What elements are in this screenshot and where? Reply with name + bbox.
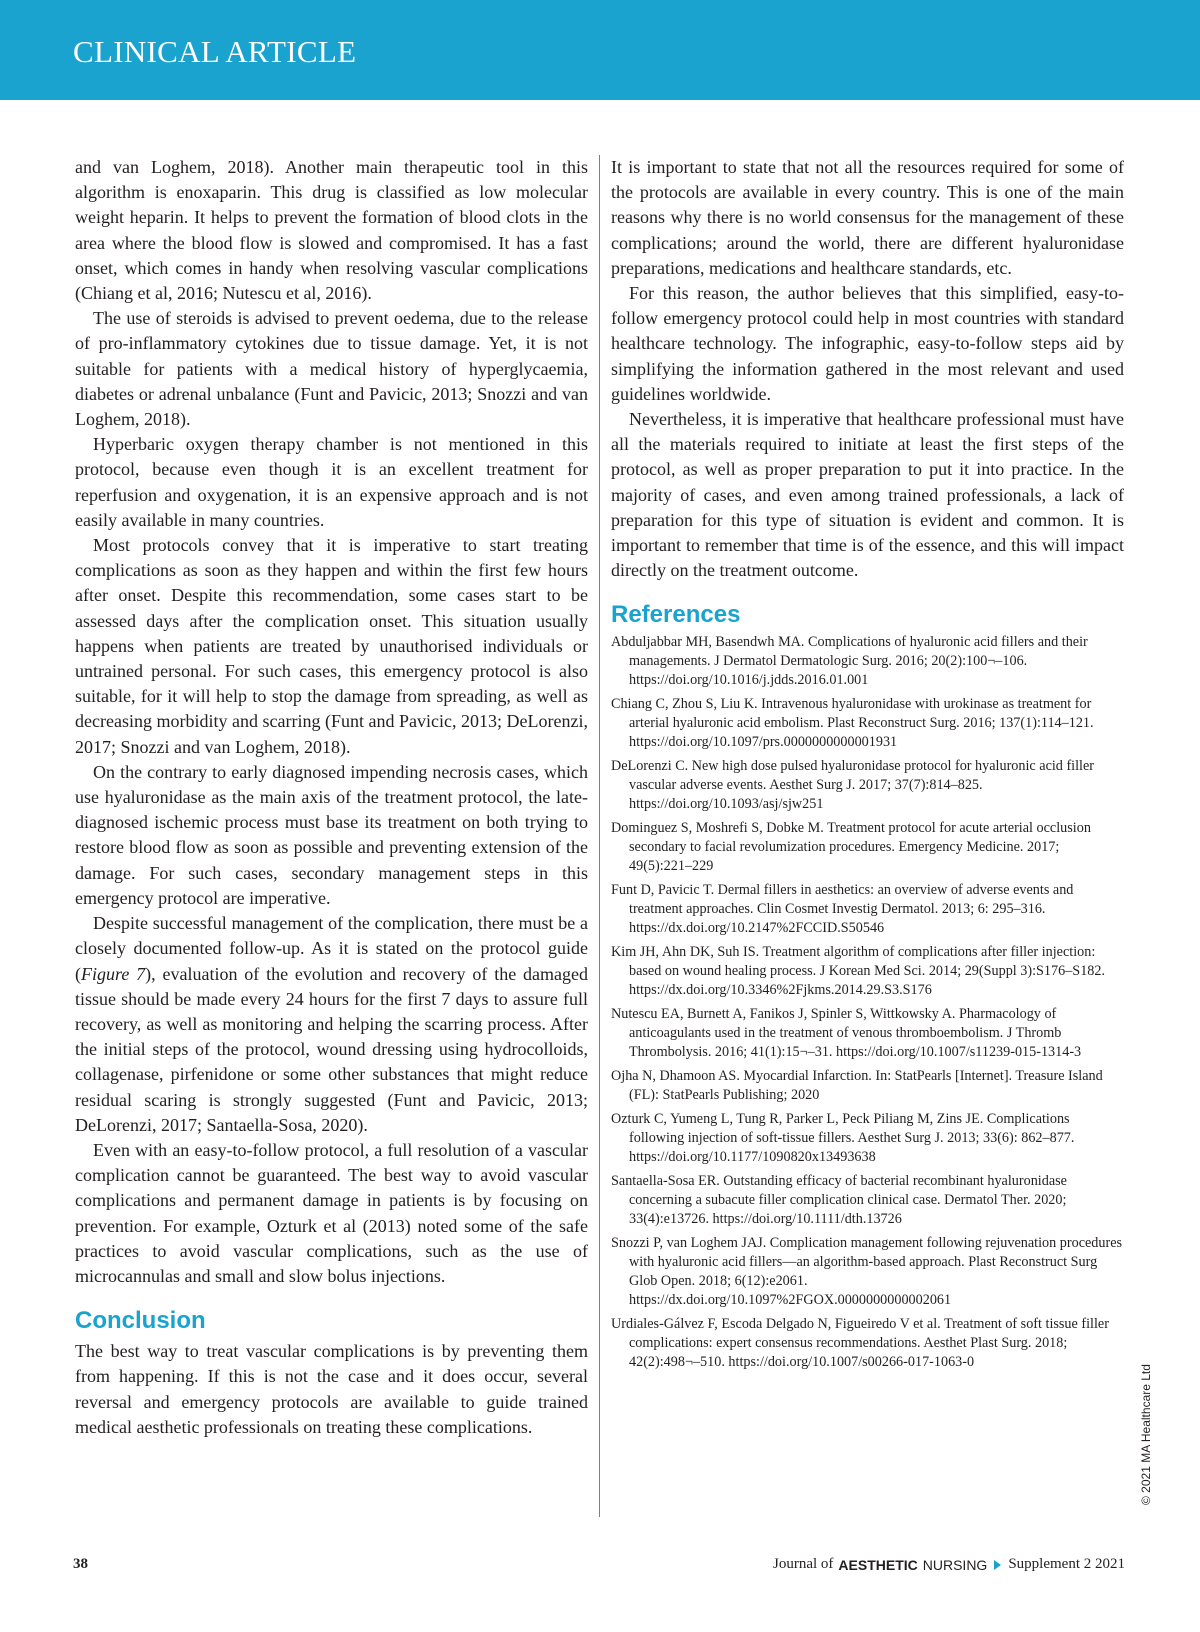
reference-item: Dominguez S, Moshrefi S, Dobke M. Treatment protocol for acute arterial occlusion secondary to facial revolumization procedures. Emergency Medicine. 2017; 49(5):221–229 xyxy=(611,820,1091,875)
reference-item: Ojha N, Dhamoon AS. Myocardial Infarction. In: StatPearls [Internet]. Treasure Island (FL): StatPearls Publishing; 2020 xyxy=(611,1068,1103,1104)
body-paragraph: Nevertheless, it is imperative that healthcare professional must have all the materials required to initiate at least the first steps of the protocol, as well as proper preparation to put it into practice. In the majority of cases, and even among trained professionals, a lack of preparation for this type of situation is evident and common. It is important to remember that time is of the essence, and this will impact directly on the treatment outcome. xyxy=(611,409,1124,581)
body-paragraph: Most protocols convey that it is imperative to start treating complications as soon as they happen and within the first few hours after onset. Despite this recommendation, some cases start to be assessed days after the complication onset. This situation usually happens when patients are treated by unauthorised individuals or untrained personal. For such cases, this emergency protocol is also suitable, for it will help to stop the damage from spreading, as well as decreasing morbidity and scarring (Funt and Pavicic, 2013; DeLorenzi, 2017; Snozzi and van Loghem, 2018). xyxy=(75,535,588,757)
figure-reference: Figure 7 xyxy=(81,963,146,984)
reference-item: Abduljabbar MH, Basendwh MA. Complications of hyaluronic acid fillers and their managements. J Dermatol Dermatologic Surg. 2016; 20(2):100¬–106. https://doi.org/10.1016/j.jdds.2016.01.001 xyxy=(611,634,1088,689)
right-column xyxy=(611,155,1124,1377)
header-banner xyxy=(0,0,1200,100)
references-heading: References xyxy=(611,601,741,629)
left-column xyxy=(75,155,588,1440)
body-paragraph: On the contrary to early diagnosed impending necrosis cases, which use hyaluronidase as the main axis of the treatment protocol, the late-diagnosed ischemic process must base its treatment on both trying to restore blood flow as soon as possible and preventing extension of the damage. For such cases, secondary management steps in this emergency protocol are imperative. xyxy=(75,761,588,908)
conclusion-paragraph: The best way to treat vascular complications is by preventing them from happening. If this is not the case and it does occur, several reversal and emergency protocols are available to guide trained medical aesthetic professionals on treating these complications. xyxy=(75,1341,588,1437)
journal-name-aesthetic: AESTHETIC xyxy=(838,1556,918,1573)
reference-item: DeLorenzi C. New high dose pulsed hyaluronidase protocol for hyaluronic acid filler vascular adverse events. Aesthet Surg J. 2017; 37(7):814–825. https://doi.org/10.1093/asj/sjw251 xyxy=(611,758,1095,813)
reference-item: Snozzi P, van Loghem JAJ. Complication management following rejuvenation procedures with hyaluronic acid fillers—an algorithm-based approach. Plast Reconstruct Surg Glob Open. 2018; 6(12):e2061. https://dx.doi.org/10.1097%2FGOX.0000000000002061 xyxy=(611,1235,1123,1309)
reference-item: Nutescu EA, Burnett A, Fanikos J, Spinler S, Wittkowsky A. Pharmacology of anticoagulants used in the treatment of venous thromboembolism. J Thromb Thrombolysis. 2016; 41(1):15¬–31. https://doi.org/10.1007/s11239-015-1314-3 xyxy=(611,1006,1082,1061)
supplement-label: Supplement 2 2021 xyxy=(1008,1556,1125,1572)
body-paragraph xyxy=(75,911,588,1138)
body-paragraph: It is important to state that not all the resources required for some of the protocols are available in every country. This is one of the main reasons why there is no world consensus for the management of these complications; around the world, there are different hyaluronidase preparations, medications and healthcare standards, etc. xyxy=(611,157,1124,278)
body-paragraph: Hyperbaric oxygen therapy chamber is not mentioned in this protocol, because even though it is an excellent treatment for reperfusion and oxygenation, it is an expensive approach and is not easily available in many countries. xyxy=(75,434,588,530)
body-paragraph: Even with an easy-to-follow protocol, a full resolution of a vascular complication cannot be guaranteed. The best way to avoid vascular complications and permanent damage in patients is by focusing on prevention. For example, Ozturk et al (2013) noted some of the safe practices to avoid vascular complications, such as the use of microcannulas and small and slow bolus injections. xyxy=(75,1139,588,1286)
copyright-notice: © 2021 MA Healthcare Ltd xyxy=(1139,1364,1153,1505)
reference-list xyxy=(611,633,1124,1372)
conclusion-heading: Conclusion xyxy=(75,1307,206,1335)
reference-item: Chiang C, Zhou S, Liu K. Intravenous hyaluronidase with urokinase as treatment for arterial hyaluronic acid embolism. Plast Reconstruct Surg. 2016; 137(1):114–121. https://doi.org/10.1097/prs.0000000000001931 xyxy=(611,696,1094,751)
triangle-right-icon xyxy=(994,1560,1001,1570)
column-divider xyxy=(599,155,600,1517)
reference-item: Santaella-Sosa ER. Outstanding efficacy of bacterial recombinant hyaluronidase concerning a subacute filler complication clinical case. Dermatol Ther. 2020; 33(4):e13726. https://doi.org/10.1111/dth.13726 xyxy=(611,1173,1067,1228)
journal-footer xyxy=(773,1556,1125,1573)
body-paragraph: and van Loghem, 2018). Another main therapeutic tool in this algorithm is enoxaparin. This drug is classified as low molecular weight heparin. It helps to prevent the formation of blood clots in the area where the blood flow is slowed and compromised. It has a fast onset, which comes in handy when resolving vascular complications (Chiang et al, 2016; Nutescu et al, 2016). xyxy=(75,157,588,304)
reference-item: Urdiales-Gálvez F, Escoda Delgado N, Figueiredo V et al. Treatment of soft tissue filler complications: expert consensus recommendations. Aesthet Plast Surg. 2018; 42(2):498¬–510. https://doi.org/10.1007/s00266-017-1063-0 xyxy=(611,1316,1109,1371)
body-paragraph: For this reason, the author believes that this simplified, easy-to-follow emergency protocol could help in most countries with standard healthcare technology. The infographic, easy-to-follow steps aid by simplifying the information gathered in the most relevant and used guidelines worldwide. xyxy=(611,283,1124,404)
text-run: ), evaluation of the evolution and recovery of the damaged tissue should be made every 24 hours for the first 7 days to assure full recovery, as well as monitoring and helping the scarring process. After the initial steps of the protocol, wound dressing using hydrocolloids, collagenase, pirfenidone or some other substances that might reduce residual scaring is strongly suggested (Funt and Pavicic, 2013; DeLorenzi, 2017; Santaella-Sosa, 2020). xyxy=(75,963,588,1135)
section-label: CLINICAL ARTICLE xyxy=(73,34,357,69)
text-run: Despite successful management of the complication, there must be a closely documented follow-up. As it is stated on the protocol guide ( xyxy=(75,913,588,984)
journal-name-nursing: NURSING xyxy=(922,1556,988,1573)
journal-prefix: Journal of xyxy=(773,1556,834,1572)
reference-item: Ozturk C, Yumeng L, Tung R, Parker L, Peck Piliang M, Zins JE. Complications following injection of soft-tissue fillers. Aesthet Surg J. 2013; 33(6): 862–877. https://doi.org/10.1177/1090820x13493638 xyxy=(611,1111,1075,1166)
body-paragraph: The use of steroids is advised to prevent oedema, due to the release of pro-inflammatory cytokines due to tissue damage. Yet, it is not suitable for patients with a medical history of hyperglycaemia, diabetes or adrenal unbalance (Funt and Pavicic, 2013; Snozzi and van Loghem, 2018). xyxy=(75,308,588,430)
reference-item: Funt D, Pavicic T. Dermal fillers in aesthetics: an overview of adverse events and treatment approaches. Clin Cosmet Investig Dermatol. 2013; 6: 295–316. https://dx.doi.org/10.2147%2FCCID.S50546 xyxy=(611,882,1074,937)
page-number: 38 xyxy=(73,1556,88,1572)
reference-item: Kim JH, Ahn DK, Suh IS. Treatment algorithm of complications after filler injection: based on wound healing process. J Korean Med Sci. 2014; 29(Suppl 3):S176–S182. https://dx.doi.org/10.3346%2Fjkms.2014.29.S3.S176 xyxy=(611,944,1106,999)
